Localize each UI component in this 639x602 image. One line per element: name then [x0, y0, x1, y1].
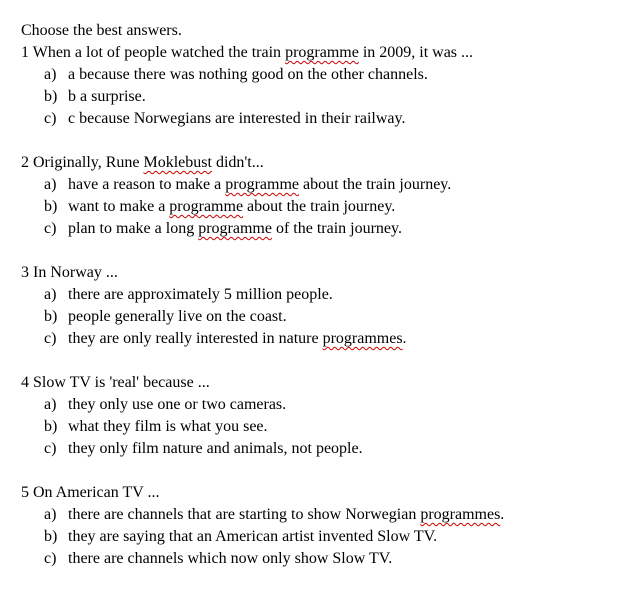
question-3 — [21, 262, 631, 350]
option-text: have a reason to make a programme about the train journey. — [68, 176, 452, 193]
option-text: c because Norwegians are interested in their railway. — [68, 110, 406, 127]
answer-option — [21, 108, 631, 130]
option-letter: a) — [44, 506, 57, 523]
option-letter: c) — [44, 110, 57, 127]
option-text: they are only really interested in nature programmes. — [68, 330, 407, 347]
option-letter: b) — [44, 528, 58, 545]
option-text: want to make a programme about the train journey. — [68, 198, 396, 215]
spellcheck-flagged-word: programme — [225, 176, 300, 193]
option-text: a because there was nothing good on the other channels. — [68, 66, 428, 83]
answer-option — [21, 174, 631, 196]
option-text: people generally live on the coast. — [68, 308, 287, 325]
option-letter: b) — [44, 308, 58, 325]
option-letter: c) — [44, 330, 57, 347]
answer-options — [21, 504, 631, 570]
question-stem: 3 In Norway ... — [21, 264, 118, 281]
question-4 — [21, 372, 631, 460]
answer-option — [21, 86, 631, 108]
option-text: what they film is what you see. — [68, 418, 268, 435]
question-5 — [21, 482, 631, 570]
option-letter: b) — [44, 418, 58, 435]
answer-option — [21, 394, 631, 416]
answer-options — [21, 64, 631, 130]
question-stem: 2 Originally, Rune Moklebust didn't... — [21, 154, 264, 171]
option-letter: c) — [44, 220, 57, 237]
option-text: b a surprise. — [68, 88, 146, 105]
option-text: plan to make a long programme of the train journey. — [68, 220, 402, 237]
question-stem: 5 On American TV ... — [21, 484, 160, 501]
option-text: there are approximately 5 million people. — [68, 286, 333, 303]
answer-options — [21, 174, 631, 240]
option-text: they are saying that an American artist invented Slow TV. — [68, 528, 438, 545]
spellcheck-flagged-word: programmes — [322, 330, 403, 347]
option-letter: b) — [44, 88, 58, 105]
answer-option — [21, 504, 631, 526]
option-letter: c) — [44, 440, 57, 457]
quiz-document — [21, 20, 631, 570]
answer-option — [21, 438, 631, 460]
option-text: there are channels that are starting to show Norwegian programmes. — [68, 506, 505, 523]
option-letter: a) — [44, 286, 57, 303]
question-2 — [21, 152, 631, 240]
option-text: they only film nature and animals, not people. — [68, 440, 363, 457]
answer-option — [21, 548, 631, 570]
instruction-text: Choose the best answers. — [21, 22, 182, 39]
answer-option — [21, 196, 631, 218]
spellcheck-flagged-word: Moklebust — [143, 154, 212, 171]
answer-option — [21, 64, 631, 86]
spellcheck-flagged-word: programme — [169, 198, 244, 215]
question-1 — [21, 42, 631, 130]
option-letter: c) — [44, 550, 57, 567]
spellcheck-flagged-word: programmes — [420, 506, 501, 523]
answer-option — [21, 306, 631, 328]
option-letter: a) — [44, 176, 57, 193]
answer-option — [21, 284, 631, 306]
spellcheck-flagged-word: programme — [285, 44, 359, 61]
option-letter: a) — [44, 66, 57, 83]
spellcheck-flagged-word: programme — [198, 220, 272, 237]
option-text: there are channels which now only show Slow TV. — [68, 550, 393, 567]
answer-option — [21, 526, 631, 548]
answer-option — [21, 416, 631, 438]
question-stem: 1 When a lot of people watched the train programme in 2009, it was ... — [21, 44, 474, 61]
answer-option — [21, 218, 631, 240]
answer-options — [21, 284, 631, 350]
option-text: they only use one or two cameras. — [68, 396, 287, 413]
answer-option — [21, 328, 631, 350]
answer-options — [21, 394, 631, 460]
question-stem: 4 Slow TV is 'real' because ... — [21, 374, 210, 391]
option-letter: b) — [44, 198, 58, 215]
option-letter: a) — [44, 396, 57, 413]
